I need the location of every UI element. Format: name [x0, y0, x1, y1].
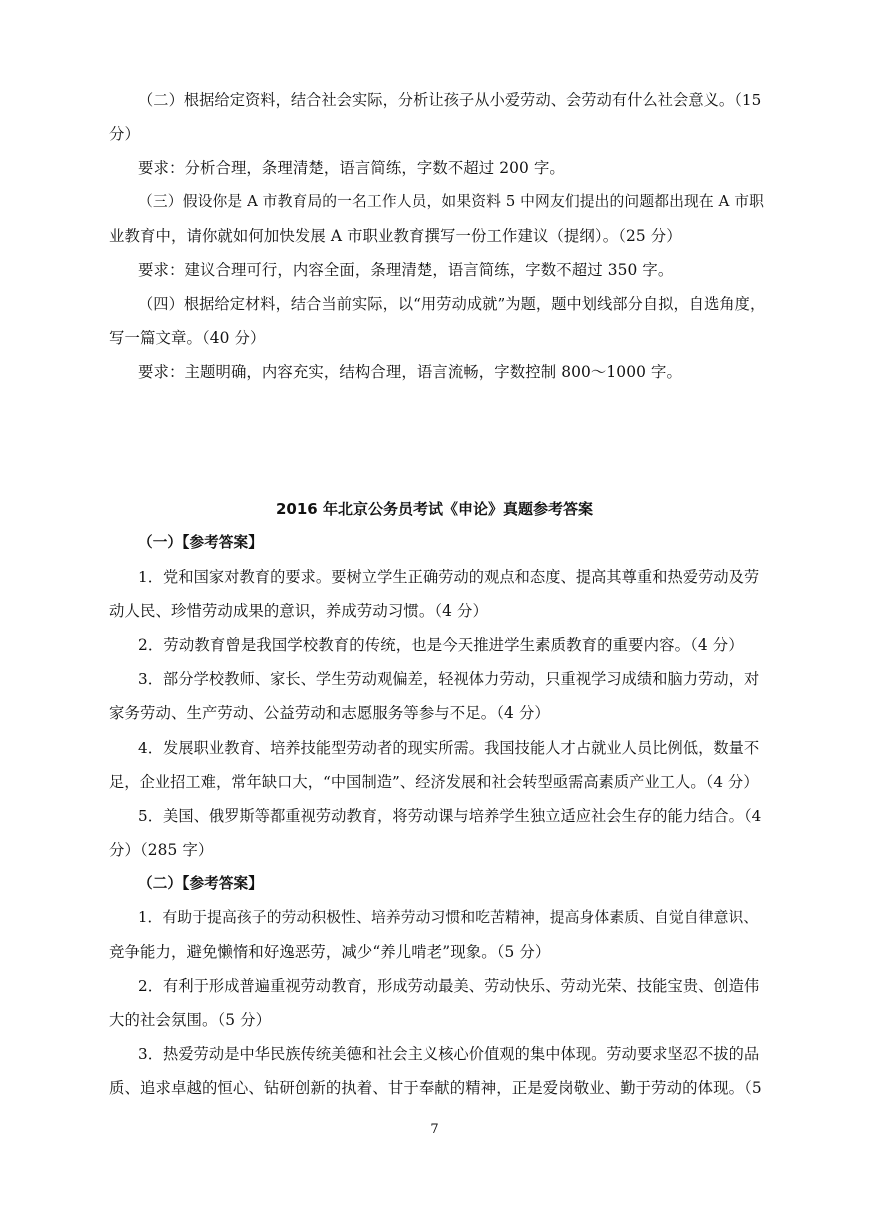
question-3-requirement: 要求：建议合理可行，内容全面，条理清楚，语言简练，字数不超过 350 字。	[138, 261, 674, 279]
question-4-requirement: 要求：主题明确，内容充实，结构合理，语言流畅，字数控制 800～1000 字。	[138, 363, 682, 381]
question-2-line-2: 分）	[109, 125, 140, 143]
section-2-heading: （二）【参考答案】	[138, 875, 263, 892]
answer-3-line: 家务劳动、生产劳动、公益劳动和志愿服务等参与不足。（4 分）	[109, 704, 550, 722]
answer-2-line: 大的社会氛围。（5 分）	[109, 1011, 272, 1029]
page-number: 7	[430, 1122, 439, 1137]
answer-4-line: 4．发展职业教育、培养技能型劳动者的现实所需。我国技能人才占就业人员比例低，数量不	[138, 739, 760, 757]
answer-5-line: 5．美国、俄罗斯等都重视劳动教育，将劳动课与培养学生独立适应社会生存的能力结合。（4	[138, 807, 762, 825]
question-4-line-2: 写一篇文章。（40 分）	[109, 329, 266, 347]
answer-1-line: 1．有助于提高孩子的劳动积极性、培养劳动习惯和吃苦精神，提高身体素质、自觉自律意识、	[138, 909, 759, 926]
answer-2-line: 2．劳动教育曾是我国学校教育的传统，也是今天推进学生素质教育的重要内容。（4 分）	[138, 636, 744, 654]
answer-3-line: 3．部分学校教师、家长、学生劳动观偏差，轻视体力劳动，只重视学习成绩和脑力劳动，对	[138, 670, 760, 688]
question-3-line-1: （三）假设你是 A 市教育局的一名工作人员，如果资料 5 中网友们提出的问题都出现在 A 市职	[138, 193, 764, 210]
answer-2-line: 2．有利于形成普遍重视劳动教育，形成劳动最美、劳动快乐、劳动光荣、技能宝贵、创造伟	[138, 977, 760, 995]
answer-5-line: 分）（285 字）	[109, 841, 214, 859]
answers-title: 2016 年北京公务员考试《申论》真题参考答案	[276, 500, 593, 518]
question-2-line-1: （二）根据给定资料，结合社会实际，分析让孩子从小爱劳动、会劳动有什么社会意义。（15	[138, 91, 762, 109]
answer-4-line: 足，企业招工难，常年缺口大，“中国制造”、经济发展和社会转型亟需高素质产业工人。（4 分）	[109, 773, 759, 791]
answer-1-line: 1．党和国家对教育的要求。要树立学生正确劳动的观点和态度、提高其尊重和热爱劳动及劳	[138, 568, 760, 586]
section-1-heading: （一）【参考答案】	[138, 534, 263, 551]
question-2-requirement: 要求：分析合理，条理清楚，语言简练，字数不超过 200 字。	[138, 159, 565, 177]
answer-3-line: 质、追求卓越的恒心、钻研创新的执着、甘于奉献的精神，正是爱岗敬业、勤于劳动的体现。（5	[109, 1079, 762, 1097]
answer-1-line: 竞争能力，避免懒惰和好逸恶劳，减少“养儿啃老”现象。（5 分）	[109, 943, 551, 961]
answer-3-line: 3．热爱劳动是中华民族传统美德和社会主义核心价值观的集中体现。劳动要求坚忍不拔的品	[138, 1045, 760, 1063]
question-3-line-2: 业教育中，请你就如何加快发展 A 市职业教育撰写一份工作建议（提纲）。（25 分）	[109, 227, 682, 245]
question-4-line-1: （四）根据给定材料，结合当前实际，以“用劳动成就”为题，题中划线部分自拟，自选角度，	[138, 295, 766, 313]
answer-1-line: 动人民、珍惜劳动成果的意识，养成劳动习惯。（4 分）	[109, 602, 488, 620]
